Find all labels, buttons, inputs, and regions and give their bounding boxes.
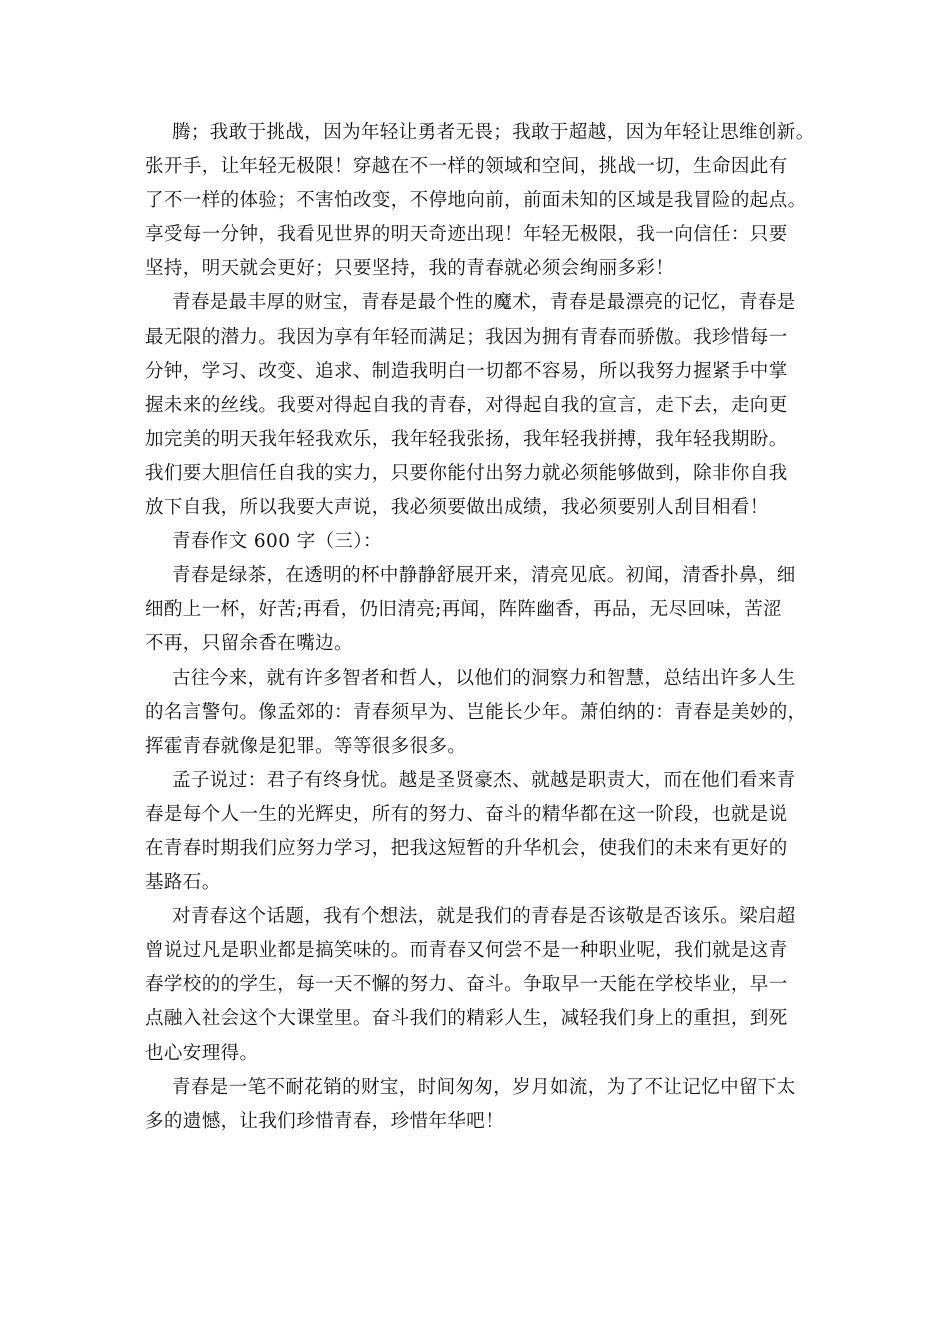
text-line: 挥霍青春就像是犯罪。等等很多很多。 <box>145 735 467 757</box>
text-line: 也心安理得。 <box>145 1042 259 1064</box>
text-line: 多的遗憾，让我们珍惜青春，珍惜年华吧！ <box>145 1110 505 1132</box>
text-line: 的名言警句。像孟郊的：青春须早为、岂能长少年。萧伯纳的：青春是美妙的， <box>145 701 807 723</box>
text-line: 细酌上一杯，好苦;再看，仍旧清亮;再闻，阵阵幽香，再品，无尽回味，苦涩 <box>145 599 782 621</box>
text-line: 青春是最丰厚的财宝，青春是最个性的魔术，青春是最漂亮的记忆，青春是 <box>172 292 796 314</box>
paragraph <box>145 662 810 764</box>
text-line: 春学校的的学生，每一天不懈的努力、奋斗。争取早一天能在学校毕业，早一 <box>145 974 788 996</box>
text-line: 张开手，让年轻无极限！穿越在不一样的领域和空间，挑战一切，生命因此有 <box>145 156 788 178</box>
paragraph <box>145 900 810 1070</box>
text-line: 享受每一分钟，我看见世界的明天奇迹出现！年轻无极限，我一向信任：只要 <box>145 224 788 246</box>
text-line: 曾说过凡是职业都是搞笑味的。而青春又何尝不是一种职业呢，我们就是这青 <box>145 940 788 962</box>
text-line: 古往今来，就有许多智者和哲人，以他们的洞察力和智慧，总结出许多人生 <box>172 667 796 689</box>
text-line: 在青春时期我们应努力学习，把我这短暂的升华机会，使我们的未来有更好的 <box>145 837 788 859</box>
text-line: 不再，只留余香在嘴边。 <box>145 633 353 655</box>
text-line: 最无限的潜力。我因为享有年轻而满足；我因为拥有青春而骄傲。我珍惜每一 <box>145 326 788 348</box>
paragraph <box>145 1071 810 1139</box>
text-line: 青春是一笔不耐花销的财宝，时间匆匆，岁月如流，为了不让记忆中留下太 <box>172 1076 796 1098</box>
text-line: 腾；我敢于挑战，因为年轻让勇者无畏；我敢于超越，因为年轻让思维创新。 <box>172 122 815 143</box>
text-line: 我们要大胆信任自我的实力，只要你能付出努力就必须能够做到，除非你自我 <box>145 462 788 484</box>
text-line: 春是每个人一生的光辉史，所有的努力、奋斗的精华都在这一阶段，也就是说 <box>145 803 788 825</box>
paragraph <box>145 559 810 661</box>
paragraph <box>145 116 815 286</box>
text-line: 青春作文 600 字（三）： <box>172 531 382 553</box>
paragraph <box>145 286 810 525</box>
text-line: 分钟，学习、改变、追求、制造我明白一切都不容易，所以我努力握紧手中掌 <box>145 360 788 382</box>
paragraph <box>145 764 810 900</box>
text-line: 对青春这个话题，我有个想法，就是我们的青春是否该敬是否该乐。梁启超 <box>172 906 796 928</box>
paragraph <box>145 525 810 559</box>
text-line: 握未来的丝线。我要对得起自我的青春，对得起自我的宣言，走下去，走向更 <box>145 394 788 416</box>
text-line: 坚持，明天就会更好；只要坚持，我的青春就必须会绚丽多彩！ <box>145 258 675 280</box>
text-line: 放下自我，所以我要大声说，我必须要做出成绩，我必须要别人刮目相看！ <box>145 497 769 519</box>
text-line: 点融入社会这个大课堂里。奋斗我们的精彩人生，减轻我们身上的重担，到死 <box>145 1008 788 1030</box>
text-line: 基路石。 <box>145 872 221 894</box>
document-page <box>145 116 815 1139</box>
text-line: 孟子说过：君子有终身忧。越是圣贤豪杰、就越是职责大，而在他们看来青 <box>172 769 796 791</box>
text-line: 加完美的明天我年轻我欢乐，我年轻我张扬，我年轻我拼搏，我年轻我期盼。 <box>145 428 788 450</box>
text-line: 青春是绿茶，在透明的杯中静静舒展开来，清亮见底。初闻，清香扑鼻，细 <box>172 565 796 587</box>
text-line: 了不一样的体验；不害怕改变，不停地向前，前面未知的区域是我冒险的起点。 <box>145 190 807 212</box>
